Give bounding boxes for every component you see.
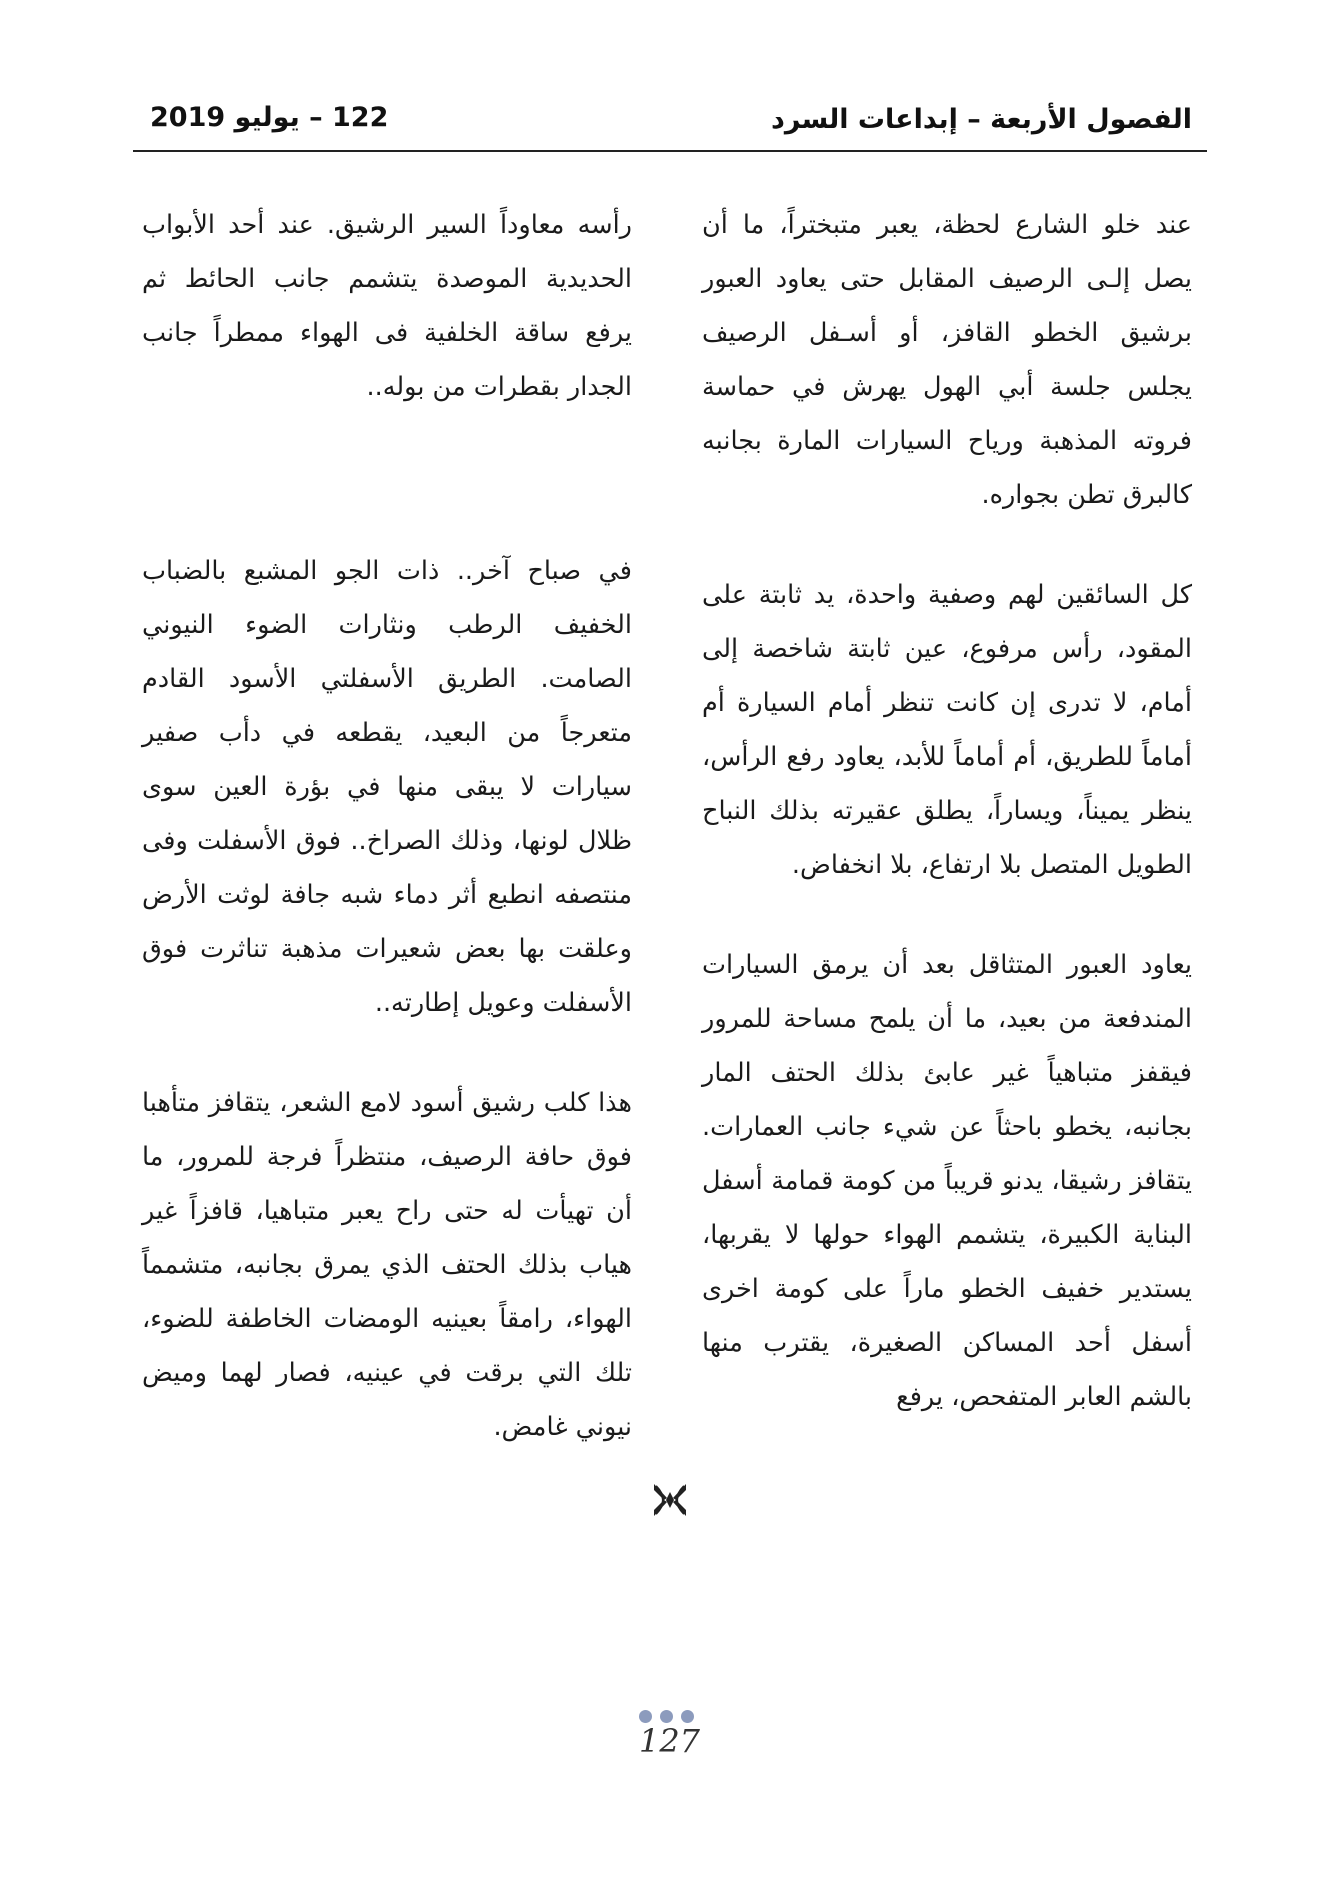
paragraph: رأسه معاوداً السير الرشيق. عند أحد الأبواب الحديدية الموصدة يتشمم جانب الحائط ثم يرفع ساقة الخلفية فى الهواء ممطراً جانب الجدار بقطرات من بوله.. [142, 210, 632, 402]
paragraph: كل السائقين لهم وصفية واحدة، يد ثابتة على المقود، رأس مرفوع، عين ثابتة شاخصة إلى أمام، لا تدرى إن كانت تنظر أمام السيارة أم أماماً للطريق، أم أماماً للأبد، يعاود رفع الرأس، ينظر يميناً، ويساراً، يطلق عقيرته بذلك النباح الطويل المتصل بلا ارتفاع، بلا انخفاض. [702, 580, 1192, 880]
paragraph: هذا كلب رشيق أسود لامع الشعر، يتقافز متأهبا فوق حافة الرصيف، منتظراً فرجة للمرور، ما أن تهيأت له حتى راح يعبر متباهيا، قافزاً غير هياب بذلك الحتف الذي يمرق بجانبه، متشمماً الهواء، رامقاً بعينيه الومضات الخاطفة للضوء، تلك التي برقت في عينيه، فصار لهما وميض نيوني غامض. [142, 1088, 632, 1442]
issue-info: 122 – يوليو 2019 [150, 102, 389, 133]
right-column [702, 198, 1192, 1470]
left-column [142, 198, 632, 1500]
paragraph: في صباح آخر.. ذات الجو المشبع بالضباب الخفيف الرطب ونثارات الضوء النيوني الصامت. الطريق الأسفلتي الأسود القادم متعرجاً من البعيد، يقطعه في دأب صفير سيارات لا يبقى منها في بؤرة العين سوى ظلال لونها، وذلك الصراخ.. فوق الأسفلت وفى منتصفه انطبع أثر دماء شبه جافة لوثت الأرض وعلقت بها بعض شعيرات مذهبة تناثرت فوق الأسفلت وعويل إطارته.. [142, 556, 632, 1018]
journal-title: الفصول الأربعة – إبداعات السرد [770, 104, 1192, 135]
header-divider [133, 150, 1207, 152]
page-number: 127 [638, 1722, 701, 1760]
ornament-icon [650, 1480, 690, 1520]
paragraph: يعاود العبور المتثاقل بعد أن يرمق السيارات المندفعة من بعيد، ما أن يلمح مساحة للمرور فيقفز متباهياً غير عابئ بذلك الحتف المار بجانبه، يخطو باحثاً عن شيء جانب العمارات. يتقافز رشيقا، يدنو قريباً من كومة قمامة أسفل البناية الكبيرة، يتشمم الهواء حولها لا يقربها، يستدير خفيف الخطو ماراً على كومة اخرى أسفل أحد المساكن الصغيرة، يقترب منها بالشم العابر المتفحص، يرفع [702, 950, 1192, 1412]
paragraph: عند خلو الشارع لحظة، يعبر متبختراً، ما أن يصل إلـى الرصيف المقابل حتى يعاود العبور برشيق الخطو القافز، أو أسـفل الرصيف يجلس جلسة أبي الهول يهرش في حماسة فروته المذهبة ورياح السيارات المارة بجانبه كالبرق تطن بجواره. [702, 210, 1192, 510]
